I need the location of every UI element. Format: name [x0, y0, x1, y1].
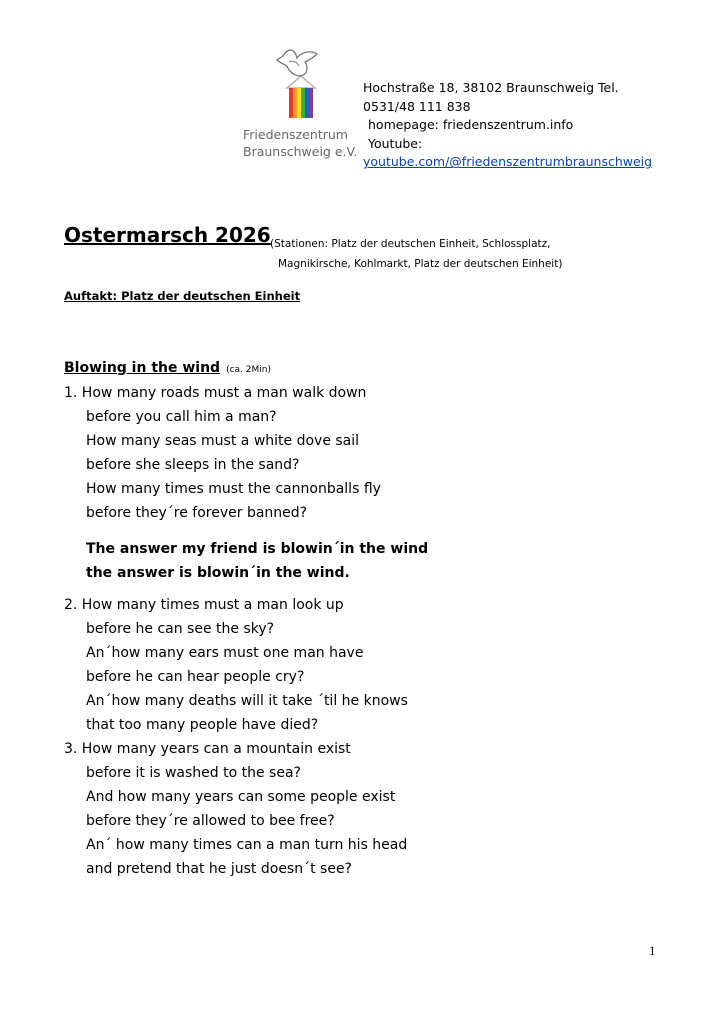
chorus-line: The answer my friend is blowin´in the wind	[86, 541, 429, 557]
lyric-line: How many seas must a white dove sail	[86, 433, 360, 449]
stations-note	[270, 234, 562, 274]
lyric-line: 2. How many times must a man look up	[64, 597, 344, 613]
organization-logo	[243, 44, 361, 169]
lyric-line: An´ how many times can a man turn his head	[86, 837, 408, 853]
lyric-line: An´how many deaths will it take ´til he knows	[86, 693, 408, 709]
lyric-line: before he can see the sky?	[86, 621, 275, 637]
document-title: Ostermarsch 2026	[64, 223, 271, 247]
page-number: 1	[649, 943, 656, 958]
verse-1	[64, 381, 381, 525]
phone: 0531/48 111 838	[363, 98, 471, 114]
lyric-line: 3. How many years can a mountain exist	[64, 741, 351, 757]
homepage: homepage: friedenszentrum.info	[368, 117, 574, 133]
lyric-line: How many times must the cannonballs fly	[86, 481, 381, 497]
chorus	[64, 537, 428, 585]
song-title: Blowing in the wind	[64, 360, 221, 376]
lyric-line: And how many years can some people exist	[86, 789, 396, 805]
song-duration: (ca. 2Min)	[226, 365, 271, 375]
lyric-line: before she sleeps in the sand?	[86, 457, 300, 473]
lyric-line: before they´re allowed to bee free?	[86, 813, 335, 829]
stations-line1: (Stationen: Platz der deutschen Einheit, Schlossplatz,	[270, 238, 551, 250]
lyric-line: that too many people have died?	[86, 717, 319, 733]
contact-block	[363, 79, 652, 172]
lyric-line: An´how many ears must one man have	[86, 645, 364, 661]
youtube-link[interactable]: youtube.com/@friedenszentrumbraunschweig	[363, 154, 653, 170]
organization-name-line1: Friedenszentrum	[243, 127, 348, 142]
chorus-line: the answer is blowin´in the wind.	[86, 565, 350, 581]
verse-2	[64, 593, 408, 737]
verse-3	[64, 737, 407, 881]
lyric-line: before it is washed to the sea?	[86, 765, 301, 781]
song-header	[64, 357, 271, 376]
organization-name	[243, 126, 361, 160]
address: Hochstraße 18, 38102 Braunschweig Tel.	[363, 80, 619, 95]
stations-line2: Magnikirsche, Kohlmarkt, Platz der deutschen Einheit)	[278, 258, 563, 270]
lyric-line: before he can hear people cry?	[86, 669, 305, 685]
lyric-line: before they´re forever banned?	[86, 505, 308, 521]
lyric-line: before you call him a man?	[86, 409, 277, 425]
organization-name-line2: Braunschweig e.V.	[243, 144, 358, 159]
youtube-label: Youtube:	[368, 135, 423, 151]
title-row	[64, 223, 271, 247]
lyric-line: 1. How many roads must a man walk down	[64, 385, 367, 401]
section-heading: Auftakt: Platz der deutschen Einheit	[64, 289, 301, 303]
lyric-line: and pretend that he just doesn´t see?	[86, 861, 352, 877]
dove-over-rainbow-house-icon	[265, 44, 337, 124]
